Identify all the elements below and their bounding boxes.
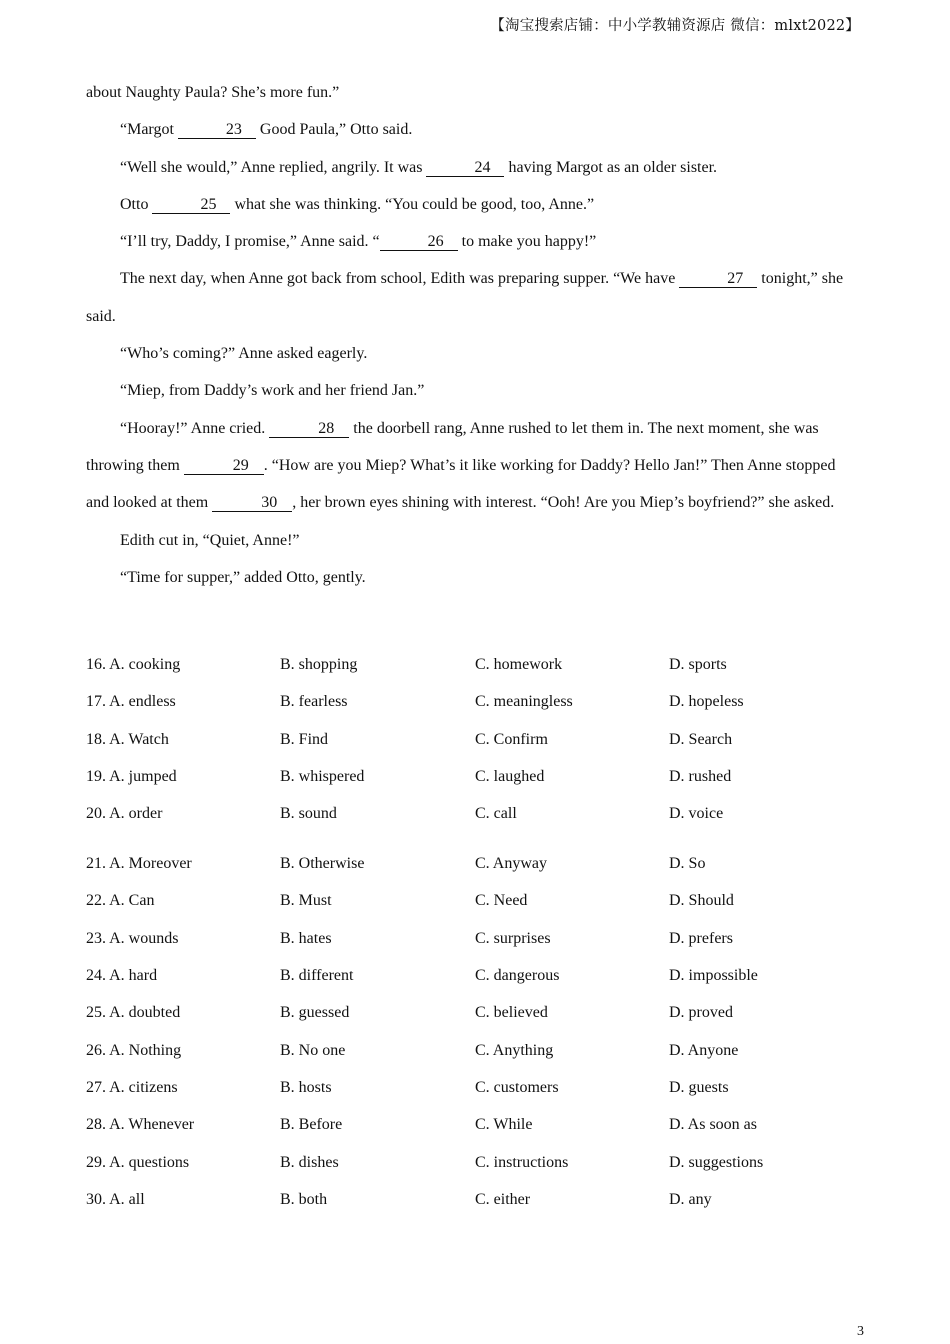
paragraph: “Who’s coming?” Anne asked eagerly.	[120, 345, 368, 363]
paragraph: “I’ll try, Daddy, I promise,” Anne said. “ 26 to make you happy!”	[120, 233, 597, 251]
option-row: 20. A. order B. sound C. call D. voice	[86, 805, 724, 823]
paragraph: “Miep, from Daddy’s work and her friend Jan.”	[120, 382, 425, 400]
option-row: 17. A. endless B. fearless C. meaningless D. hopeless	[86, 693, 744, 711]
option-row: 18. A. Watch B. Find C. Confirm D. Search	[86, 730, 733, 748]
option-row: 28. A. Whenever B. Before C. While D. As soon as	[86, 1116, 758, 1134]
option-row: 16. A. cooking B. shopping C. homework D. sports	[86, 656, 727, 673]
paragraph: “Time for supper,” added Otto, gently.	[120, 568, 366, 586]
paragraph: “Hooray!” Anne cried. 28 the doorbell rang, Anne rushed to let them in. The next moment, she was throwing them 29 . “How are you Miep? What’s it like working for Daddy? Hello Jan!” Then Anne stopped and looked at them 30 , her brown eyes shining with interest. “Ooh! Are you Miep’s boyfriend?” she asked.	[86, 419, 836, 512]
option-row: 19. A. jumped B. whispered C. laughed D. rushed	[86, 767, 732, 785]
paragraph: “Well she would,” Anne replied, angrily. It was 24 having Margot as an older sister.	[120, 158, 718, 176]
page-header: 【淘宝搜索店铺：中小学教辅资源店 微信：mlxt2022】	[490, 18, 860, 34]
blank-30: 30	[212, 495, 292, 512]
paragraph: “Margot 23 Good Paula,” Otto said.	[120, 121, 413, 139]
option-row: 21. A. Moreover B. Otherwise C. Anyway D. So	[86, 855, 706, 873]
paragraph: Edith cut in, “Quiet, Anne!”	[120, 531, 300, 549]
option-row: 29. A. questions B. dishes C. instructions D. suggestions	[86, 1153, 764, 1171]
blank-28: 28	[269, 421, 349, 438]
option-row: 25. A. doubted B. guessed C. believed D. proved	[86, 1004, 733, 1022]
option-row: 27. A. citizens B. hosts C. customers D. guests	[86, 1078, 729, 1096]
page-number: 3	[857, 1324, 864, 1339]
passage	[86, 74, 858, 596]
blank-27: 27	[679, 271, 757, 288]
blank-23: 23	[178, 122, 256, 139]
option-row: 23. A. wounds B. hates C. surprises D. prefers	[86, 929, 733, 947]
option-row: 30. A. all B. both C. either D. any	[86, 1190, 712, 1208]
blank-26: 26	[380, 234, 458, 251]
blank-24: 24	[426, 160, 504, 177]
paragraph: Otto 25 what she was thinking. “You could be good, too, Anne.”	[120, 195, 595, 213]
option-row: 24. A. hard B. different C. dangerous D. impossible	[86, 967, 758, 985]
options-list	[86, 646, 866, 1218]
option-row: 22. A. Can B. Must C. Need D. Should	[86, 892, 734, 910]
passage-line: about Naughty Paula? She’s more fun.”	[86, 84, 340, 101]
paragraph: The next day, when Anne got back from school, Edith was preparing supper. “We have 27 tonight,” she said.	[86, 270, 844, 325]
option-row: 26. A. Nothing B. No one C. Anything D. Anyone	[86, 1041, 739, 1059]
blank-25: 25	[152, 197, 230, 214]
blank-29: 29	[184, 458, 264, 475]
